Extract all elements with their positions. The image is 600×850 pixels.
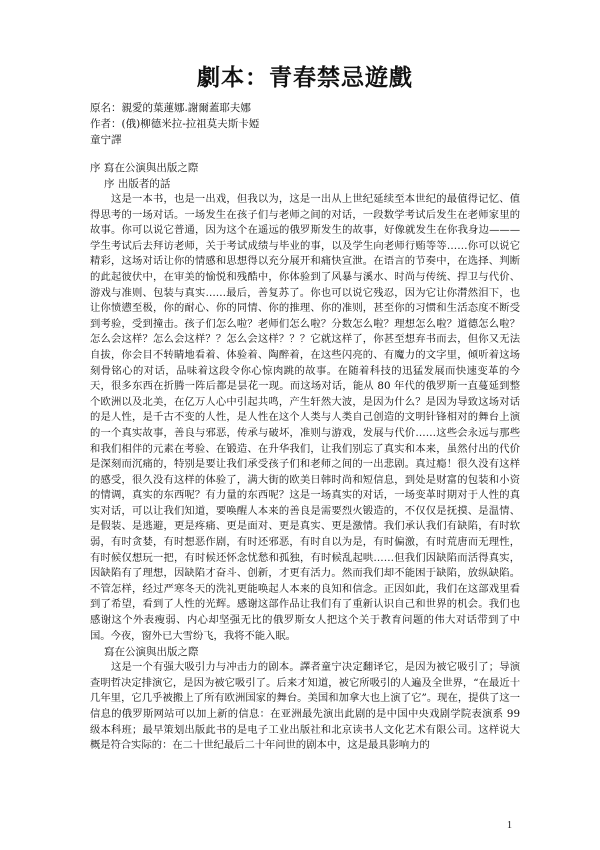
- translator-line: 童宁譯: [90, 134, 122, 146]
- paragraph-performance: 这是一个有强大吸引力与冲击力的剧本。譯者童宁决定翻译它，是因为被它吸引了；导演查明哲决定排演它，是因为被它吸引了。后来才知道，被它所吸引的人遍及全世界，“在最近十几年里，它几乎被搬上了所有欧洲国家的舞台。美国和加拿大也上演了它”。现在，提供了这一信息的俄罗斯网站可以加上新的信息：在亚洲最先演出此剧的是中国中央戏剧学院表演系 99 级本科班；最早策划出版此书的是电子工业出版社和北京读书人文化艺术有限公司。这样说大概是符合实际的：在二十世纪最后二十年问世的剧本中，这是最具影响力的: [90, 661, 520, 752]
- section-heading: 序 寫在公演與出版之際: [90, 162, 199, 174]
- subsection-heading-performance: 寫在公演與出版之際: [104, 646, 199, 659]
- paragraph-publisher-words: 这是一本书，也是一出戏，但我以为，这是一出从上世纪延续至本世纪的最值得记忆、值得思考的一场对话。一场发生在孩子们与老师之间的对话，一段数学考试后发生在老师家里的故事。你可以说它普通，因为这个在遥远的俄罗斯发生的故事，好像就发生在你我身边———学生考试后去拜访老师，关于考试成绩与毕业的事，以及学生向老师行贿等等……你可以说它精彩，这场对话让你的情感和思想得以充分展开和痛快宣泄。在语言的节奏中，在选择、判断的此起彼伏中，在审美的愉悦和残酷中，你体验到了风暴与溪水、时尚与传统、捍卫与代价、游戏与准则、包装与真实……最后，善复苏了。你也可以说它残忍，因为它让你潸然泪下，也让你愤懑至极，你的耐心、你的同情、你的推理、你的准则，甚至你的习惯和生活态度不断受到考验，受到撞击。孩子们怎么啦？老师们怎么啦？分数怎么啦？理想怎么啦？道德怎么啦？怎么会这样？怎么会这样？？怎么会这样？？？它就这样了，你甚至想弃书而去，但你又无法自拔，你会目不转睛地看着、体验着、陶醉着，在这些闪亮的、有魔力的文字里，倾听着这场刻骨铭心的对话，品味着这段令你心惊肉跳的故事。在随着科技的迅猛发展而快速变革的今天，很多东西在折腾一阵后都是昙花一现。而这场对话，能从 80 年代的俄罗斯一直蔓延到整个欧洲以及北美，在亿万人心中引起共鸣，产生轩然大波，是因为什么？是因为导致这场对话的是人性，是千古不变的人性，是人性在这个人类与人类自己创造的文明针锋相对的舞台上演的一个真实故事，善良与邪恶，传承与破坏，准则与游戏，发展与代价……这些会永远与那些和我们相伴的元素在考验、在锻造、在升华我们，让我们别忘了真实和本来，虽然付出的代价是深刻而沉痛的，特别是要让我们承受孩子们和老师之间的一出悲剧。真过瘾！很久没有这样的感受，很久没有这样的体验了，满大街的欧美日韩时尚和短信息，到处是财富的包装和小资的情调，真实的东西呢？有力量的东西呢？这是一场真实的对话，一场变革时期对于人性的真实对话，可以让我们知道，要唤醒人本来的善良是需要烈火锻造的，不仅仅是抚摸、是温情、是假装、是逃避，更是疼痛、更是面对、更是真实、更是激情。我们承认我们有缺陷，有时软弱，有时贪婪，有时想恶作剧，有时还邪恶，有时自以为是，有时偏激，有时荒唐而无理性，有时候仅想玩一把，有时候还怀念忧愁和孤独，有时候乱起哄……但我们因缺陷而活得真实，因缺陷有了理想，因缺陷才奋斗、创新，才更有活力。然而我们却不能困于缺陷，放纵缺陷。不管怎样，经过严寒冬天的洗礼更能唤起人本来的良知和信念。正因如此，我们在这部戏里看到了希望，看到了人性的光辉。感谢这部作品让我们有了重新认识自己和世界的机会。我们也感谢这个外表瘦弱、内心却坚强无比的俄罗斯女人把这个关于教育问题的伟大对话带到了中国。今夜，窗外已大雪纷飞，我将不能入眠。: [90, 193, 520, 642]
- spacer: [90, 148, 520, 160]
- original-title-line: 原名：親愛的葉蓮娜.謝爾蓋耶夫娜: [90, 102, 251, 114]
- document-title: 劇本：青春禁忌遊戲: [197, 65, 413, 91]
- author-line: 作者：(俄)柳德米拉-拉祖莫夫斯卡婭: [90, 118, 260, 130]
- page-number: 1: [507, 820, 512, 831]
- document-page: [90, 64, 520, 754]
- subsection-heading-publisher: 序 出版者的話: [104, 178, 171, 190]
